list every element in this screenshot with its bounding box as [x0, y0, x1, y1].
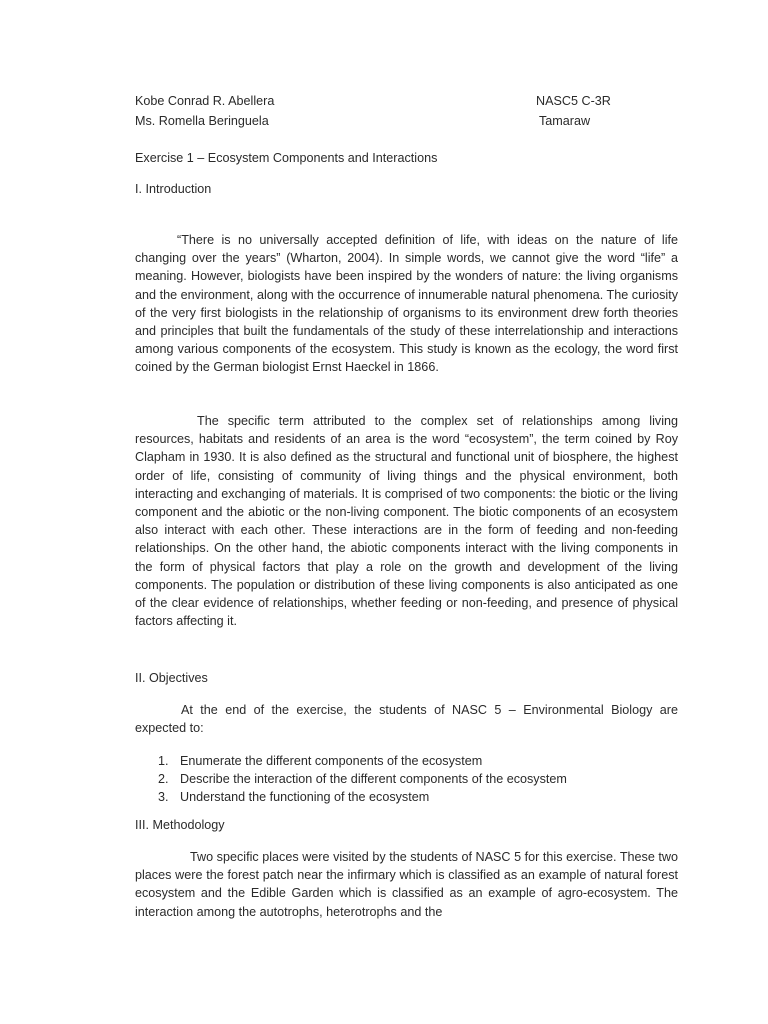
list-item	[135, 770, 678, 788]
introduction-heading: I. Introduction	[135, 182, 212, 196]
list-item-number: 2.	[158, 772, 169, 786]
list-item-number: 1.	[158, 754, 169, 768]
list-item-text: Describe the interaction of the different components of the ecosystem	[180, 772, 567, 786]
group-name: Tamaraw	[539, 114, 591, 128]
objectives-heading: II. Objectives	[135, 671, 208, 685]
list-item	[135, 788, 678, 806]
document-title: Exercise 1 – Ecosystem Components and Interactions	[135, 151, 438, 165]
student-name: Kobe Conrad R. Abellera	[135, 94, 275, 108]
paragraph-text: Two specific places were visited by the students of NASC 5 for this exercise. These two places were the forest patch near the infirmary which is classified as an example of natural forest ecosystem and the Edible Garden which is classified as an example of agro-ecosystem. The interaction among the autotrophs, heterotrophs and the	[135, 850, 678, 919]
paragraph-text: The specific term attributed to the complex set of relationships among living resources, habitats and residents of an area is the word “ecosystem”, the term coined by Roy Clapham in 1930. It is also defined as the structural and functional unit of biosphere, the highest order of life, consisting of community of living things and the physical environment, both interacting and exchanging of materials. It is comprised of two components: the biotic or the living component and the abiotic or the non-living component. The biotic components of an ecosystem also interact with each other. These interactions are in the form of feeding and non-feeding relationships. On the other hand, the abiotic components interact with the living components in the form of physical factors that play a role on the growth and development of the living components. The population or distribution of these living components is also anticipated as one of the clear evidence of relationships, whether feeding or non-feeding, and presence of physical factors affecting it.	[135, 414, 678, 629]
course-section: NASC5 C-3R	[536, 94, 611, 108]
paragraph-text: At the end of the exercise, the students of NASC 5 – Environmental Biology are expected to:	[135, 703, 678, 736]
introduction-paragraph-1	[135, 231, 678, 377]
list-item-text: Understand the functioning of the ecosystem	[180, 790, 430, 804]
methodology-paragraph-1	[135, 848, 678, 921]
list-item-number: 3.	[158, 790, 169, 804]
paragraph-text: “There is no universally accepted definition of life, with ideas on the nature of life changing over the years” (Wharton, 2004). In simple words, we cannot give the word “life” a meaning. However, biologists have been inspired by the wonders of nature: the living organisms and the environment, along with the occurrence of innumerable natural phenomena. The curiosity of the very first biologists in the relationship of organisms to its environment drew forth theories and principles that built the fundamentals of the study of these interrelationship and interactions among various components of the ecosystem. This study is known as the ecology, the word first coined by the German biologist Ernst Haeckel in 1866.	[135, 233, 678, 375]
methodology-heading: III. Methodology	[135, 818, 225, 832]
introduction-paragraph-2	[135, 412, 678, 630]
list-item	[135, 752, 678, 770]
instructor-name: Ms. Romella Beringuela	[135, 114, 269, 128]
objectives-intro	[135, 701, 678, 737]
objectives-list	[135, 752, 678, 806]
list-item-text: Enumerate the different components of the ecosystem	[180, 754, 483, 768]
